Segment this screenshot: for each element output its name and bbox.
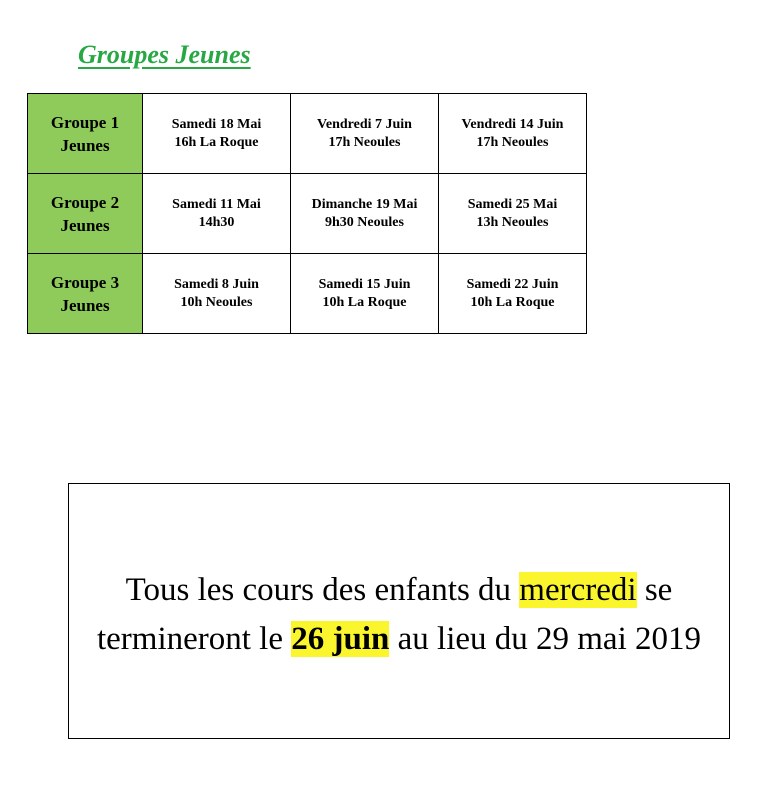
session-detail: 10h La Roque xyxy=(470,294,555,310)
session-cell xyxy=(143,174,291,254)
session-detail: 14h30 xyxy=(198,214,235,230)
notice-box xyxy=(68,483,730,739)
group-name-line2: Jeunes xyxy=(60,295,110,315)
session-date: Samedi 8 Juin xyxy=(174,276,259,292)
group-name-line1: Groupe 1 xyxy=(50,112,120,132)
group-name-line1: Groupe 3 xyxy=(50,272,120,292)
session-cell xyxy=(439,254,587,334)
group-cell xyxy=(28,254,143,334)
session-detail: 9h30 Neoules xyxy=(325,214,404,230)
session-cell xyxy=(143,254,291,334)
session-date: Vendredi 7 Juin xyxy=(317,116,412,132)
group-name-line2: Jeunes xyxy=(60,215,110,235)
session-cell xyxy=(143,94,291,174)
session-date: Samedi 18 Mai xyxy=(171,116,262,132)
group-name-line2: Jeunes xyxy=(60,135,110,155)
group-cell xyxy=(28,174,143,254)
session-detail: 17h Neoules xyxy=(328,134,401,150)
notice-text-part2: se termineront le xyxy=(96,572,673,657)
session-cell xyxy=(291,254,439,334)
table-row xyxy=(28,174,587,254)
session-date: Samedi 15 Juin xyxy=(318,276,411,292)
session-detail: 10h La Roque xyxy=(322,294,407,310)
session-date: Samedi 11 Mai xyxy=(172,196,261,212)
session-date: Dimanche 19 Mai xyxy=(311,196,418,212)
notice-text-part1: Tous les cours des enfants du xyxy=(125,572,520,608)
highlight-mercredi: mercredi xyxy=(519,572,637,608)
schedule-table xyxy=(27,93,587,334)
session-cell xyxy=(291,94,439,174)
session-cell xyxy=(439,174,587,254)
session-date: Samedi 25 Mai xyxy=(467,196,558,212)
session-detail: 16h La Roque xyxy=(174,134,259,150)
group-cell xyxy=(28,94,143,174)
table-row xyxy=(28,254,587,334)
session-detail: 10h Neoules xyxy=(180,294,253,310)
group-name-line1: Groupe 2 xyxy=(50,192,120,212)
table-row xyxy=(28,94,587,174)
session-date: Samedi 22 Juin xyxy=(466,276,559,292)
session-cell xyxy=(439,94,587,174)
session-detail: 13h Neoules xyxy=(476,214,549,230)
session-cell xyxy=(291,174,439,254)
highlight-date: 26 juin xyxy=(291,621,390,657)
session-detail: 17h Neoules xyxy=(476,134,549,150)
session-date: Vendredi 14 Juin xyxy=(461,116,564,132)
page-title: Groupes Jeunes xyxy=(78,40,251,69)
notice-text-part3: au lieu du 29 mai 2019 xyxy=(389,621,701,657)
notice-text xyxy=(89,558,709,664)
